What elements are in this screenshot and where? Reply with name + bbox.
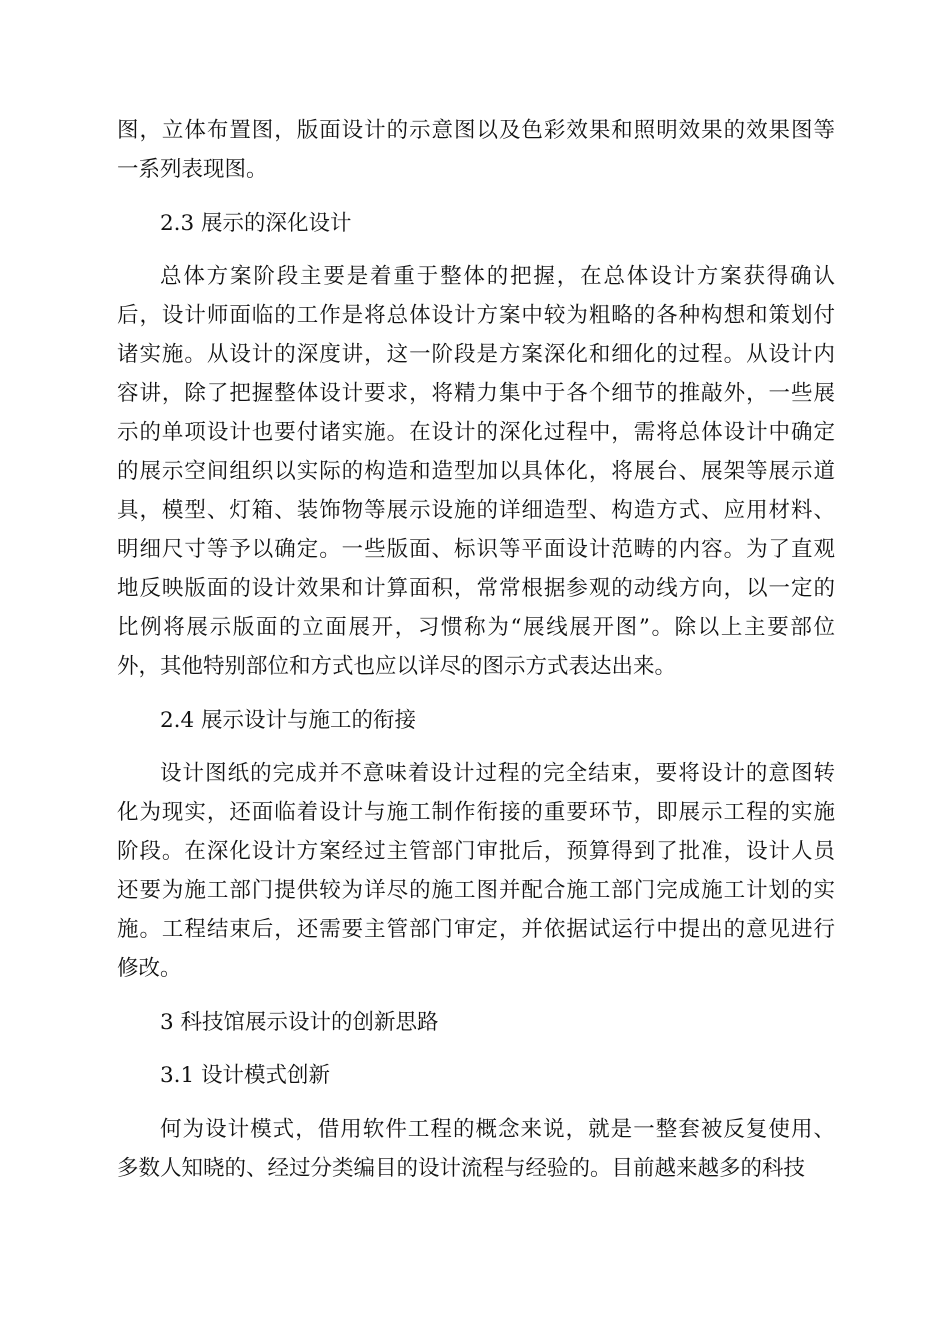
paragraph-line: 一系列表现图。: [117, 157, 268, 182]
paragraph-line: 多数人知晓的、经过分类编目的设计流程与经验的。目前越来越多的科技: [117, 1155, 806, 1181]
paragraph-line: 具，模型、灯箱、装饰物等展示设施的详细造型、构造方式、应用材料、: [117, 498, 835, 523]
paragraph-line: 外，其他特别部位和方式也应以详尽的图示方式表达出来。: [117, 654, 677, 679]
body-paragraph: [117, 257, 835, 686]
paragraph-line: 施。工程结束后，还需要主管部门审定，并依据试运行中提出的意见进行: [117, 917, 835, 942]
paragraph-line: 容讲，除了把握整体设计要求，将精力集中于各个细节的推敲外，一些展: [117, 381, 835, 406]
paragraph-line: 诸实施。从设计的深度讲，这一阶段是方案深化和细化的过程。从设计内: [117, 342, 835, 367]
paragraph-line: 地反映版面的设计效果和计算面积，常常根据参观的动线方向，以一定的: [117, 576, 835, 601]
paragraph-line: 明细尺寸等予以确定。一些版面、标识等平面设计范畴的内容。为了直观: [117, 537, 835, 562]
paragraph-line: 的展示空间组织以实际的构造和造型加以具体化，将展台、展架等展示道: [117, 459, 835, 484]
paragraph-line: 阶段。在深化设计方案经过主管部门审批后，预算得到了批准，设计人员: [117, 839, 835, 864]
section-heading: 2.4 展示设计与施工的衔接: [160, 707, 417, 733]
paragraph-line: 化为现实，还面临着设计与施工制作衔接的重要环节，即展示工程的实施: [117, 800, 835, 825]
document-page: [117, 111, 835, 1202]
paragraph-line: 设计图纸的完成并不意味着设计过程的完全结束，要将设计的意图转: [160, 761, 835, 786]
paragraph-line: 何为设计模式，借用软件工程的概念来说，就是一整套被反复使用、: [160, 1116, 835, 1142]
section-heading: 3.1 设计模式创新: [160, 1063, 331, 1088]
section-heading: 2.3 展示的深化设计: [160, 210, 352, 236]
paragraph-line: 还要为施工部门提供较为详尽的施工图并配合施工部门完成施工计划的实: [117, 878, 835, 903]
section-heading: 3 科技馆展示设计的创新思路: [160, 1009, 439, 1035]
body-paragraph: [117, 754, 835, 988]
paragraph-line: 图，立体布置图，版面设计的示意图以及色彩效果和照明效果的效果图等: [117, 118, 835, 143]
body-paragraph: [117, 1110, 835, 1188]
paragraph-line: 比例将展示版面的立面展开，习惯称为“展线展开图”。除以上主要部位: [117, 615, 835, 640]
paragraph-line: 后，设计师面临的工作是将总体设计方案中较为粗略的各种构想和策划付: [117, 303, 835, 328]
paragraph-line: 总体方案阶段主要是着重于整体的把握，在总体设计方案获得确认: [160, 264, 835, 289]
paragraph-line: 修改。: [117, 956, 182, 981]
body-paragraph: [117, 111, 835, 189]
paragraph-line: 示的单项设计也要付诸实施。在设计的深化过程中，需将总体设计中确定: [117, 420, 835, 445]
